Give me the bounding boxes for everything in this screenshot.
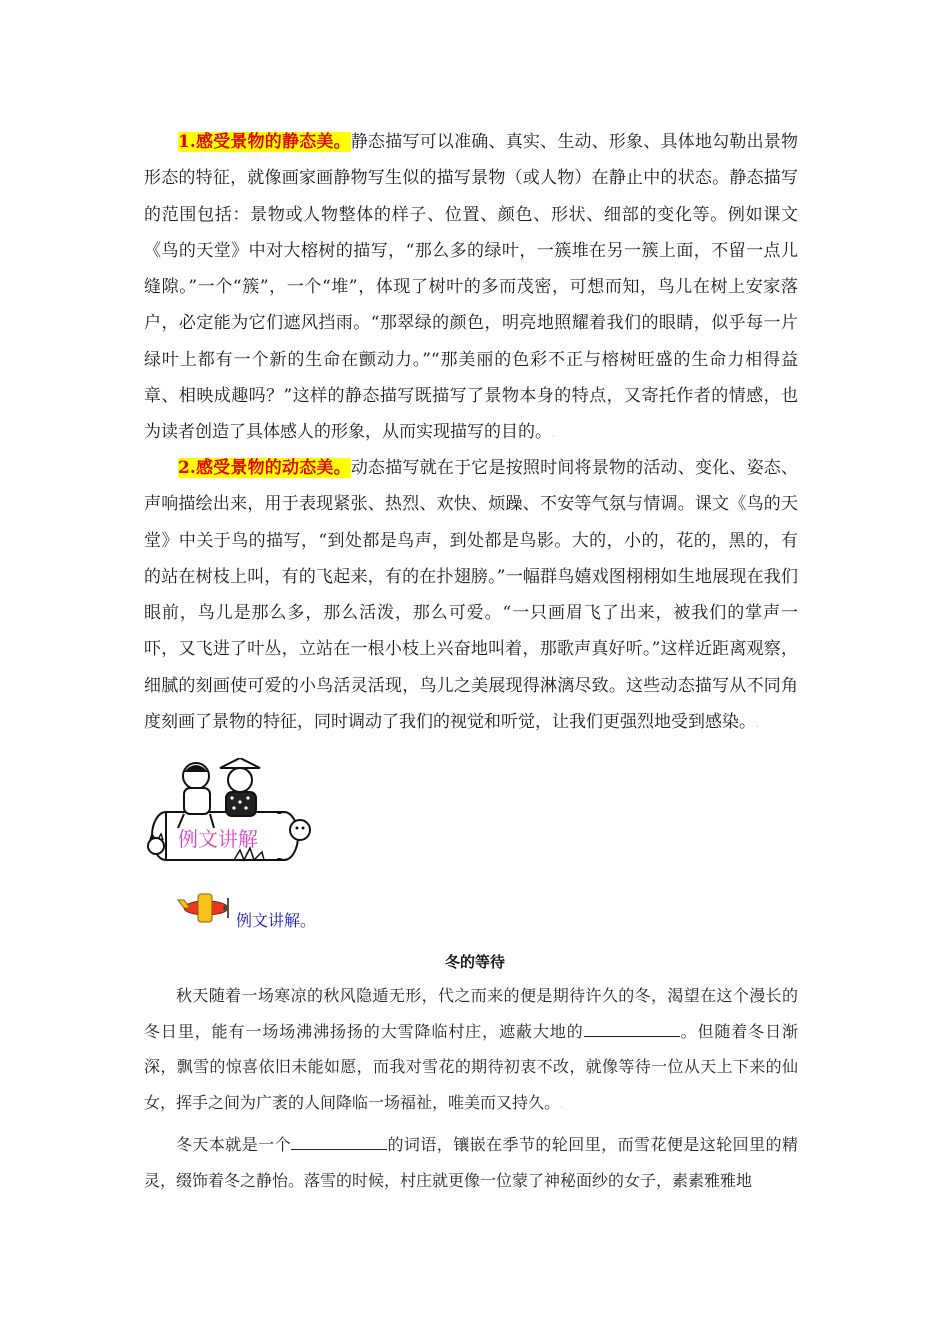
paragraph-mark: .	[560, 1099, 564, 1111]
story-p1-text-before: 秋天随着一场寒凉的秋风隐遁无形，代之而来的便是期待许久的冬，渴望在这个漫长的冬日里，能有一场场沸沸扬扬的大雪降临村庄，遮蔽大地的	[144, 986, 798, 1041]
badge-label: 例文讲解	[178, 827, 258, 851]
fill-in-blank-1[interactable]	[584, 1036, 680, 1037]
example-badge-illustration	[144, 758, 320, 870]
story-title: 冬的等待	[444, 953, 505, 971]
paragraph-dynamic-beauty	[144, 450, 798, 743]
paragraph-static-beauty	[144, 124, 798, 454]
static-beauty-body: 静态描写可以准确、真实、生动、形象、具体地勾勒出景物形态的特征，就像画家画静物写生似的描写景物（或人物）在静止中的状态。静态描写的范围包括：景物或人物整体的样子、位置、颜色、形状、细部的变化等。例如课文《鸟的天堂》中对大榕树的描写，“那么多的绿叶，一簇堆在另一簇上面，不留一点儿缝隙。”一个“簇”，一个“堆”，体现了树叶的多而茂密，可想而知，鸟儿在树上安家落户，必定能为它们遮风挡雨。“那翠绿的颜色，明亮地照耀着我们的眼睛，似乎每一片绿叶上都有一个新的生命在颤动力。”“那美丽的色彩不正与榕树旺盛的生命力相得益章、相映成趣吗？”这样的静态描写既描写了景物本身的特点，又寄托作者的情感，也为读者创造了具体感人的形象，从而实现描写的目的。	[144, 132, 799, 443]
story-p2-text-after: 的词语，镶嵌在季节的轮回里，而雪花便是这轮回里的精灵，缀饰着冬之静怡。落雪的时候，村庄就更像一位蒙了神秘面纱的女子，素素雅雅地	[144, 1135, 798, 1190]
paragraph-mark: .	[756, 719, 760, 731]
story-p1-text-after: 。但随着冬日渐深，飘雪的惊喜依旧未能如愿，而我对雪花的期待初衷不改，就像等待一位从天上下来的仙女，挥手之间为广袤的人间降临一场福祉，唯美而又持久。	[144, 1021, 798, 1112]
fill-in-blank-2[interactable]	[291, 1149, 387, 1150]
paragraph-mark: .	[552, 429, 556, 441]
story-paragraph-1	[144, 978, 798, 1123]
heading-dynamic-beauty: 2.感受景物的动态美。	[178, 458, 351, 478]
heading-static-beauty: 1.感受景物的静态美。	[178, 132, 351, 152]
story-p2-text-before: 冬天本就是一个	[176, 1135, 292, 1154]
airplane-icon	[176, 888, 232, 928]
story-paragraph-2	[144, 1127, 798, 1198]
children-on-log-icon	[144, 758, 320, 870]
subheading-label: 例文讲解。	[236, 911, 317, 930]
dynamic-beauty-body: 动态描写就在于它是按照时间将景物的活动、变化、姿态、声响描绘出来，用于表现紧张、热烈、欢快、烦躁、不安等气氛与情调。课文《鸟的天堂》中关于鸟的描写，“到处都是鸟声，到处都是鸟影。大的，小的，花的，黑的，有的站在树枝上叫，有的飞起来，有的在扑翅膀。”一幅群鸟嬉戏图栩栩如生地展现在我们眼前，鸟儿是那么多，那么活泼，那么可爱。“一只画眉飞了出来，被我们的掌声一吓，又飞进了叶丛，立站在一根小枝上兴奋地叫着，那歌声真好听。”这样近距离观察，细腻的刻画使可爱的小鸟活灵活现，鸟儿之美展现得淋漓尽致。这些动态描写从不同角度刻画了景物的特征，同时调动了我们的视觉和听觉，让我们更强烈地受到感染。	[144, 458, 799, 733]
